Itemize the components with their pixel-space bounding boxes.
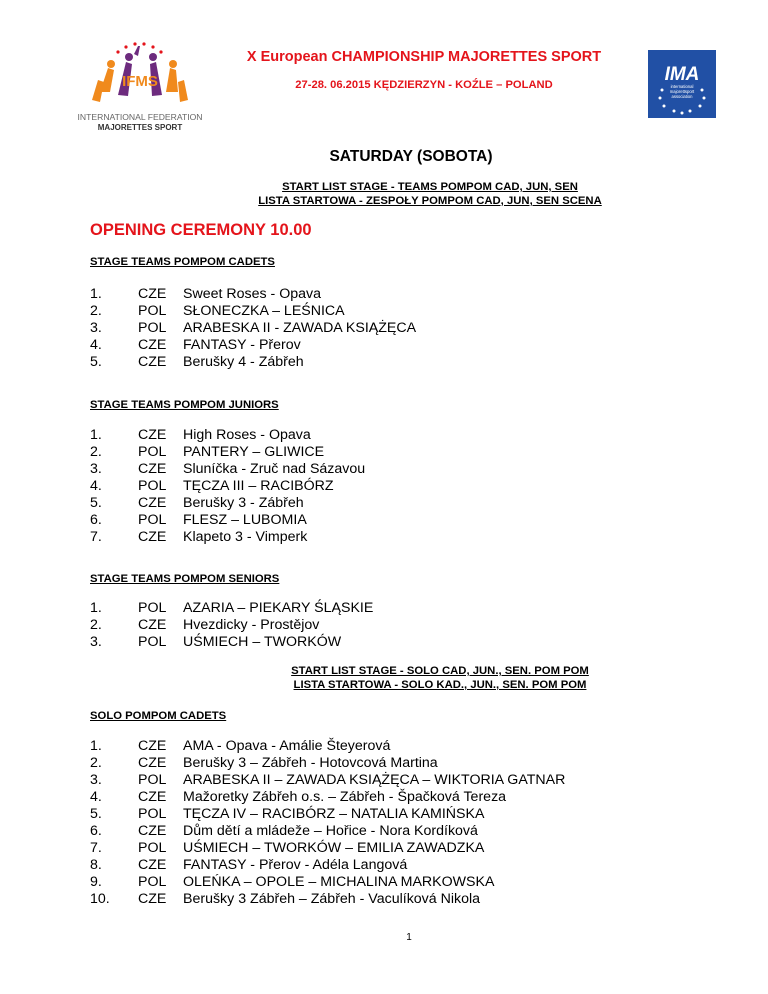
item-name: ARABESKA II - ZAWADA KSIĄŻĘCA — [183, 320, 417, 336]
item-country: POL — [138, 512, 167, 528]
item-number: 5. — [90, 806, 102, 822]
section-heading-seniors: STAGE TEAMS POMPOM SENIORS — [90, 573, 280, 585]
item-number: 4. — [90, 478, 102, 494]
item-name: Hvezdicky - Prostějov — [183, 617, 320, 633]
item-number: 6. — [90, 512, 102, 528]
svg-text:INTERNATIONAL FEDERATION: INTERNATIONAL FEDERATION — [78, 112, 202, 122]
item-name: UŚMIECH – TWORKÓW — [183, 634, 342, 650]
item-name: TĘCZA IV – RACIBÓRZ – NATALIA KAMIŃSKA — [183, 806, 485, 822]
item-number: 3. — [90, 320, 102, 336]
item-name: AMA - Opava - Amálie Šteyerová — [183, 738, 391, 754]
item-number: 2. — [90, 303, 102, 319]
item-name: FANTASY - Přerov — [183, 337, 301, 353]
item-name: Sweet Roses - Opava — [183, 286, 321, 302]
item-number: 1. — [90, 738, 102, 754]
item-name: Sluníčka - Zruč nad Sázavou — [183, 461, 366, 477]
item-name: Dům dětí a mládeže – Hořice - Nora Kordíková — [183, 823, 478, 839]
svg-text:IFMS: IFMS — [122, 73, 158, 90]
item-name: UŚMIECH – TWORKÓW – EMILIA ZAWADZKA — [183, 840, 485, 856]
item-country: CZE — [138, 337, 167, 353]
item-name: Berušky 3 - Zábřeh — [183, 495, 304, 511]
start-list-heading-1 — [150, 180, 710, 208]
list-juniors — [90, 427, 690, 552]
item-name: High Roses - Opava — [183, 427, 311, 443]
item-country: CZE — [138, 823, 167, 839]
ima-logo — [648, 50, 716, 118]
item-number: 7. — [90, 840, 102, 856]
item-country: CZE — [138, 857, 167, 873]
item-name: Berušky 3 Zábřeh – Zábřeh - Vaculíková Nikola — [183, 891, 481, 907]
item-name: ARABESKA II – ZAWADA KSIĄŻĘCA – WIKTORIA GATNAR — [183, 772, 566, 788]
ima-emblem-icon: IMA international majorettsport association — [648, 50, 716, 118]
section-heading-juniors: STAGE TEAMS POMPOM JUNIORS — [90, 399, 279, 411]
item-country: CZE — [138, 529, 167, 545]
item-number: 5. — [90, 354, 102, 370]
item-country: CZE — [138, 738, 167, 754]
svg-text:MAJORETTES SPORT: MAJORETTES SPORT — [97, 123, 183, 132]
ifms-emblem-icon — [78, 40, 202, 135]
item-country: POL — [138, 478, 167, 494]
opening-ceremony: OPENING CEREMONY 10.00 — [90, 221, 312, 239]
item-name: Berušky 3 – Zábřeh - Hotovcová Martina — [183, 755, 438, 771]
event-date-place: 27-28. 06.2015 KĘDZIERZYN - KOŹLE – POLAND — [295, 79, 553, 91]
item-number: 3. — [90, 461, 102, 477]
item-number: 7. — [90, 529, 102, 545]
item-country: CZE — [138, 789, 167, 805]
item-name: Mažoretky Zábřeh o.s. – Zábřeh - Špačková Tereza — [183, 789, 507, 805]
item-number: 4. — [90, 789, 102, 805]
svg-text:IMA: IMA — [664, 64, 700, 85]
item-country: CZE — [138, 755, 167, 771]
item-country: POL — [138, 600, 167, 616]
item-number: 1. — [90, 286, 102, 302]
item-name: OLEŃKA – OPOLE – MICHALINA MARKOWSKA — [183, 874, 495, 890]
item-name: FANTASY - Přerov - Adéla Langová — [183, 857, 408, 873]
item-number: 10. — [90, 891, 110, 907]
day-title: SATURDAY (SOBOTA) — [329, 148, 493, 165]
item-number: 1. — [90, 427, 102, 443]
start-list-heading-2 — [220, 664, 660, 692]
item-country: POL — [138, 874, 167, 890]
item-country: CZE — [138, 354, 167, 370]
ifms-logo — [78, 40, 202, 135]
item-number: 4. — [90, 337, 102, 353]
item-country: CZE — [138, 461, 167, 477]
item-name: Klapeto 3 - Vimperk — [183, 529, 308, 545]
item-country: CZE — [138, 427, 167, 443]
item-name: AZARIA – PIEKARY ŚLĄSKIE — [183, 600, 374, 616]
item-number: 2. — [90, 444, 102, 460]
page-number: 1 — [406, 932, 412, 943]
item-country: POL — [138, 303, 167, 319]
section-heading-solo-cadets: SOLO POMPOM CADETS — [90, 710, 227, 722]
item-number: 6. — [90, 823, 102, 839]
item-name: FLESZ – LUBOMIA — [183, 512, 307, 528]
item-country: CZE — [138, 495, 167, 511]
item-number: 2. — [90, 617, 102, 633]
start-list-2-line1: START LIST STAGE - SOLO CAD, JUN., SEN. POM POM — [291, 665, 589, 677]
item-country: POL — [138, 444, 167, 460]
item-country: CZE — [138, 617, 167, 633]
item-country: POL — [138, 772, 167, 788]
item-country: POL — [138, 806, 167, 822]
item-number: 5. — [90, 495, 102, 511]
item-number: 3. — [90, 634, 102, 650]
item-number: 9. — [90, 874, 102, 890]
list-solo-cadets — [90, 738, 730, 913]
start-list-2-line2: LISTA STARTOWA - SOLO KAD., JUN., SEN. POM POM — [293, 679, 587, 691]
item-country: POL — [138, 840, 167, 856]
item-name: PANTERY – GLIWICE — [183, 444, 325, 460]
item-name: SŁONECZKA – LEŚNICA — [183, 303, 345, 319]
item-number: 3. — [90, 772, 102, 788]
item-number: 1. — [90, 600, 102, 616]
item-country: POL — [138, 320, 167, 336]
item-country: CZE — [138, 891, 167, 907]
item-country: CZE — [138, 286, 167, 302]
list-seniors — [90, 600, 690, 655]
section-heading-cadets: STAGE TEAMS POMPOM CADETS — [90, 256, 275, 268]
item-number: 2. — [90, 755, 102, 771]
list-cadets — [90, 286, 690, 376]
item-name: Berušky 4 - Zábřeh — [183, 354, 304, 370]
start-list-heading-line2: LISTA STARTOWA - ZESPOŁY POMPOM CAD, JUN, SEN SCENA — [258, 195, 602, 207]
start-list-heading-line1: START LIST STAGE - TEAMS POMPOM CAD, JUN, SEN — [282, 181, 578, 193]
item-number: 8. — [90, 857, 102, 873]
item-name: TĘCZA III – RACIBÓRZ — [183, 478, 334, 494]
event-title: X European CHAMPIONSHIP MAJORETTES SPORT — [246, 49, 602, 65]
item-country: POL — [138, 634, 167, 650]
